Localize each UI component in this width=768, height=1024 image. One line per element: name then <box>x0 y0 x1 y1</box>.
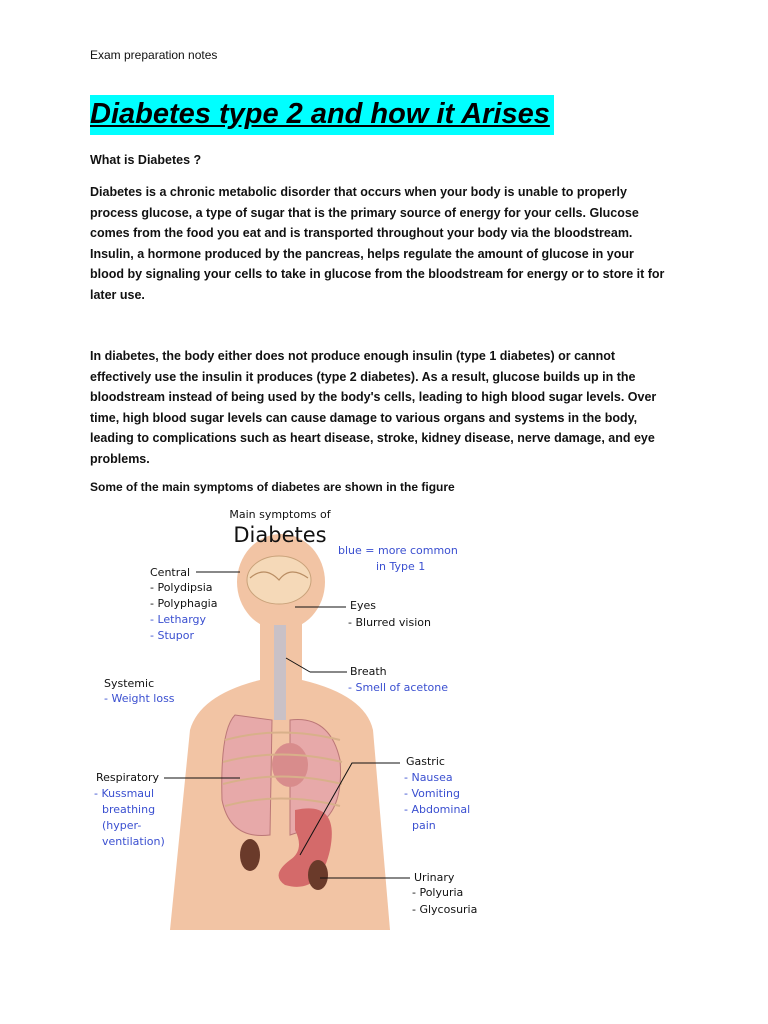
section-question: What is Diabetes ? <box>90 153 202 167</box>
gastric-item-4: pain <box>412 819 436 832</box>
figure-caption: Some of the main symptoms of diabetes are shown in the figure <box>90 480 455 494</box>
respiratory-item-4: ventilation) <box>102 835 165 848</box>
systemic-label: Systemic <box>104 677 155 690</box>
paragraph-types: In diabetes, the body either does not produce enough insulin (type 1 diabetes) or cannot effectively use the insulin it produces (type 2 diabetes). As a result, glucose builds up in the bloodstream instead of being used by the body's cells, leading to high blood sugar levels. Over time, high blood sugar levels can cause damage to various organs and systems in the body, leading to complications such as heart disease, stroke, kidney disease, nerve damage, and eye problems. <box>90 349 657 466</box>
gastric-item-1: - Nausea <box>404 771 453 784</box>
respiratory-item-1: - Kussmaul <box>94 787 155 800</box>
gastric-item-3: - Abdominal <box>404 803 471 816</box>
figure-title: Diabetes <box>233 523 327 547</box>
eyes-item-1: - Blurred vision <box>348 616 431 629</box>
figure-subtitle: Main symptoms of <box>229 508 331 521</box>
urinary-label: Urinary <box>414 871 455 884</box>
urinary-item-2: - Glycosuria <box>412 903 478 916</box>
systemic-item-1: - Weight loss <box>104 692 175 705</box>
breath-item-1: - Smell of acetone <box>348 681 448 694</box>
paragraph-definition: Diabetes is a chronic metabolic disorder that occurs when your body is unable to properly process glucose, a type of sugar that is the primary source of energy for your cells. Glucose comes from the food you eat and is transported throughout your body via the bloodstream. Insulin, a hormone produced by the pancreas, helps regulate the amount of glucose in your blood by signaling your cells to take in glucose from the bloodstream for energy or to store it for later use. <box>90 185 665 302</box>
page-title: Diabetes type 2 and how it Arises <box>90 98 550 130</box>
legend-line-1: blue = more common <box>338 544 458 557</box>
urinary-item-1: - Polyuria <box>412 886 464 899</box>
central-item-2: - Polyphagia <box>150 597 218 610</box>
central-item-4: - Stupor <box>150 629 194 642</box>
central-label: Central <box>150 566 191 579</box>
gastric-label: Gastric <box>406 755 445 768</box>
respiratory-item-2: breathing <box>102 803 156 816</box>
respiratory-item-3: (hyper- <box>102 819 142 832</box>
eyes-label: Eyes <box>350 599 376 612</box>
title-highlight <box>90 95 554 135</box>
symptoms-figure <box>90 500 490 930</box>
header-note: Exam preparation notes <box>90 48 218 62</box>
legend-line-2: in Type 1 <box>376 560 426 573</box>
gastric-item-2: - Vomiting <box>404 787 460 800</box>
central-item-3: - Lethargy <box>150 613 207 626</box>
breath-label: Breath <box>350 665 387 678</box>
central-item-1: - Polydipsia <box>150 581 213 594</box>
respiratory-label: Respiratory <box>96 771 160 784</box>
